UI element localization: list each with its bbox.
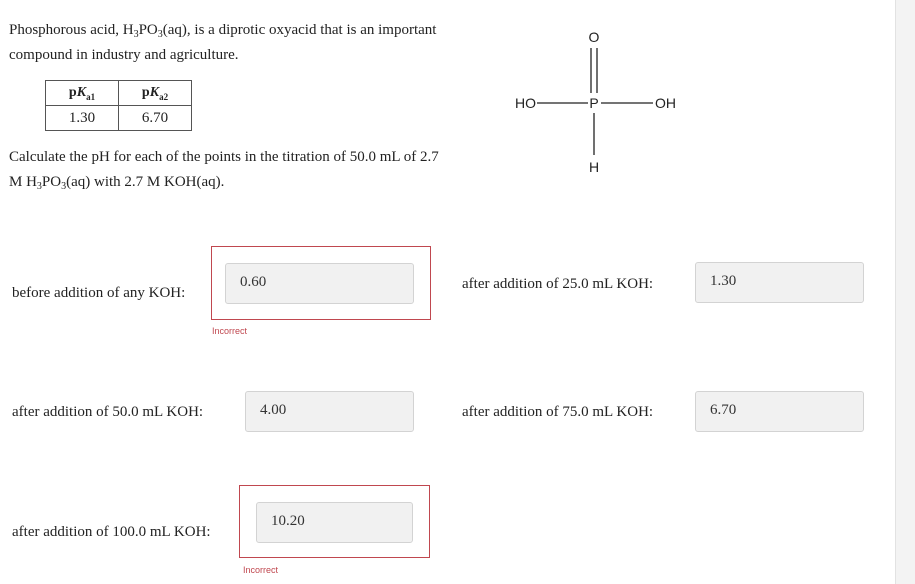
q2-answer-input[interactable]: 1.30 — [695, 262, 864, 303]
q3-answer-input[interactable]: 4.00 — [245, 391, 414, 432]
hydroxyl-left-label: HO — [515, 95, 536, 111]
right-sidebar-edge — [895, 0, 915, 584]
intro-text: Phosphorous acid, $H_3PO_3(aq)$, is a diprotic oxyacid that is an important compound in industry and agriculture. — [9, 22, 437, 63]
q1-label: before addition of any KOH: — [12, 285, 186, 301]
phosphorus-atom-label: P — [589, 95, 599, 111]
q1-answer-input[interactable]: 0.60 — [225, 263, 414, 304]
oxygen-atom-label: O — [588, 29, 600, 45]
pka1-header: $pK_{a1}$ — [46, 81, 119, 106]
pka2-header: $pK_{a2}$ — [119, 81, 192, 106]
q3-label: after addition of 50.0 mL KOH: — [12, 404, 204, 420]
pka-table — [45, 80, 192, 131]
pka2-value: 6.70 — [119, 106, 192, 131]
q1-feedback: Incorrect — [212, 326, 248, 336]
q5-label: after addition of 100.0 mL KOH: — [12, 524, 211, 540]
hydroxyl-right-label: OH — [655, 95, 676, 111]
q4-answer-input[interactable]: 6.70 — [695, 391, 864, 432]
q2-label: after addition of 25.0 mL KOH: — [462, 276, 654, 292]
hydrogen-atom-label: H — [588, 159, 600, 175]
q5-answer-input[interactable]: 10.20 — [256, 502, 413, 543]
pka1-value: 1.30 — [46, 106, 119, 131]
phosphorous-acid-structure — [505, 20, 705, 180]
instruction-text: Calculate the pH for each of the points in the titration of 50.0 mL of 2.7 M $H_3PO_3(aq)$ with 2.7 M KOH(aq). — [9, 149, 439, 192]
q5-feedback: Incorrect — [243, 565, 279, 575]
q4-label: after addition of 75.0 mL KOH: — [462, 404, 654, 420]
